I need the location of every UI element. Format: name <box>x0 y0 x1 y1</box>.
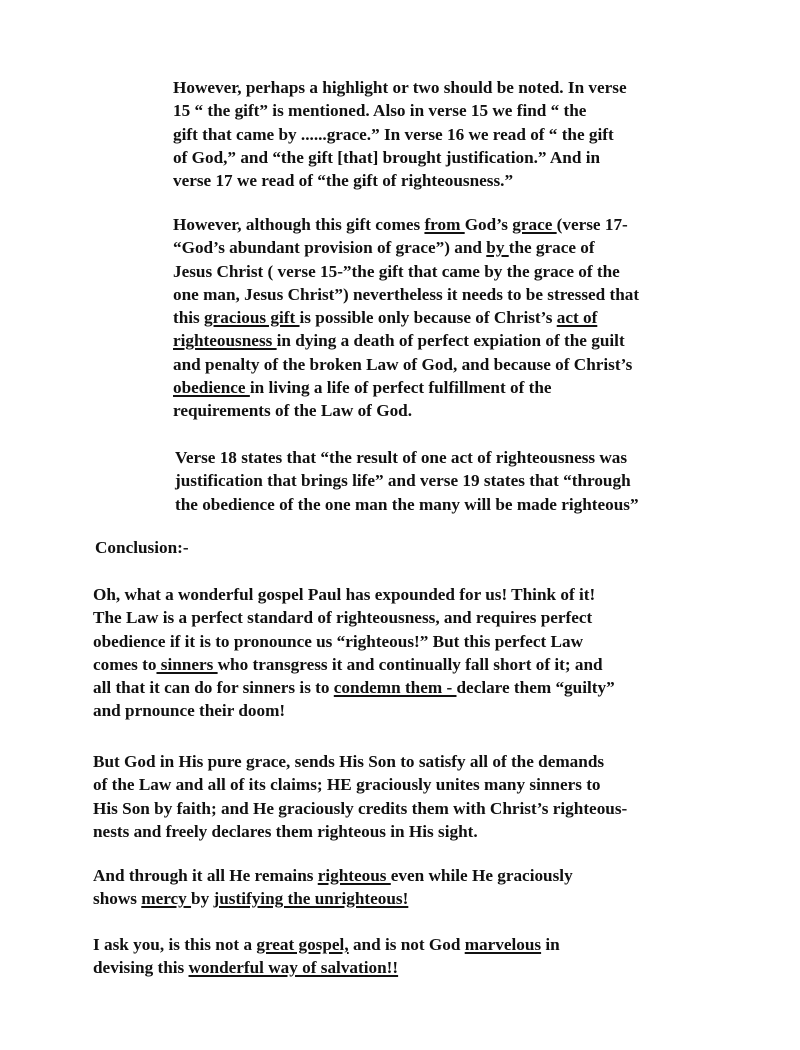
text-line <box>93 820 627 843</box>
text-line <box>93 630 615 653</box>
paragraph-remains-righteous <box>93 864 573 911</box>
text-line <box>93 773 627 796</box>
text-span: However, perhaps a highlight or two should be noted. In verse <box>173 78 627 97</box>
text-span: Oh, what a wonderful gospel Paul has expounded for us! Think of it! <box>93 585 596 604</box>
text-span: 15 “ the gift” is mentioned. Also in verse 15 we find “ the <box>173 101 587 121</box>
text-span: all that it can do for sinners is to <box>93 678 334 698</box>
paragraph-verse-18-19 <box>175 446 639 516</box>
paragraph-wonderful-gospel <box>93 583 615 723</box>
text-line <box>173 353 639 376</box>
text-span: And through it all He remains <box>93 866 318 885</box>
underlined-text: righteousness <box>173 331 277 351</box>
text-span: “God’s abundant provision of grace”) and <box>173 238 487 258</box>
underlined-text: grace <box>512 215 557 234</box>
text-span: However, although this gift comes <box>173 215 425 234</box>
section-heading: Conclusion:- <box>95 538 189 557</box>
text-span: (verse 17- <box>556 215 628 234</box>
text-span: by <box>191 889 214 909</box>
text-span: even while He graciously <box>390 866 573 885</box>
text-span: is possible only because of Christ’s <box>299 308 557 328</box>
text-span: the obedience of the one man the many will be made righteous” <box>175 494 639 514</box>
text-line <box>93 956 560 979</box>
underlined-text: by <box>486 238 509 258</box>
text-line <box>173 146 627 169</box>
text-span: nests and freely declares them righteous in His sight. <box>93 821 478 841</box>
paragraph-pure-grace <box>93 750 627 843</box>
text-line <box>173 399 639 422</box>
underlined-text: obedience <box>173 378 250 398</box>
underlined-text: righteous <box>317 866 391 885</box>
underlined-text: great gospel, <box>256 935 349 954</box>
text-line <box>175 469 639 492</box>
text-line <box>93 750 627 773</box>
text-line <box>93 606 615 629</box>
text-span: in dying a death of perfect expiation of the guilt <box>276 331 625 351</box>
text-line <box>173 123 627 146</box>
underlined-text: justifying the unrighteous! <box>213 889 409 909</box>
text-span: declare them “guilty” <box>456 678 615 698</box>
text-span: of God,” and “the gift [that] brought justification.” And in <box>173 147 601 167</box>
text-span: the grace of <box>508 238 595 258</box>
paragraph-gift-highlights <box>173 76 627 192</box>
text-span: and prnounce their doom! <box>93 701 286 721</box>
text-span: His Son by faith; and He graciously credits them with Christ’s righteous- <box>93 798 628 818</box>
text-line <box>93 864 573 887</box>
text-span: The Law is a perfect standard of righteousness, and requires perfect <box>93 608 593 628</box>
text-line <box>173 260 639 283</box>
text-line <box>173 376 639 399</box>
paragraph-great-gospel <box>93 933 560 980</box>
text-line <box>173 306 639 329</box>
underlined-text: act of <box>556 308 598 328</box>
text-span: Jesus Christ ( verse 15-”the gift that came by the grace of the <box>173 261 620 281</box>
text-span: requirements of the Law of God. <box>173 401 413 421</box>
text-line <box>175 493 639 516</box>
text-line <box>93 887 573 910</box>
underlined-text: from <box>424 215 465 234</box>
text-span: shows <box>93 889 142 909</box>
text-line <box>175 446 639 469</box>
text-line <box>173 236 639 259</box>
text-line <box>173 76 627 99</box>
underlined-text: condemn them - <box>333 678 457 698</box>
text-span: comes to <box>93 654 157 674</box>
text-span: who transgress it and continually fall short of it; and <box>217 654 603 674</box>
text-line <box>173 329 639 352</box>
text-line <box>173 283 639 306</box>
text-span: I ask you, is this not a <box>93 935 257 954</box>
text-line <box>173 169 627 192</box>
text-span: and penalty of the broken Law of God, and because of Christ’s <box>173 354 633 374</box>
text-span: Verse 18 states that “the result of one act of righteousness was <box>175 448 628 467</box>
text-span: gift that came by ......grace.” In verse 16 we read of “ the gift <box>173 124 614 144</box>
text-line <box>93 676 615 699</box>
underlined-text: gracious gift <box>204 308 300 328</box>
text-line <box>173 213 639 236</box>
text-span: verse 17 we read of “the gift of righteousness.” <box>173 171 514 191</box>
text-span: obedience if it is to pronounce us “righteous!” But this perfect Law <box>93 631 583 651</box>
text-line <box>93 653 615 676</box>
text-line <box>93 583 615 606</box>
text-span: in <box>541 935 560 954</box>
underlined-text: marvelous <box>464 935 542 954</box>
text-span: in living a life of perfect fulfillment of the <box>249 378 552 398</box>
text-span: God’s <box>464 215 513 234</box>
paragraph-gracious-gift <box>173 213 639 423</box>
text-line <box>173 99 627 122</box>
text-span: this <box>173 308 205 328</box>
underlined-text: wonderful way of salvation!! <box>188 958 399 978</box>
text-span: justification that brings life” and verse 19 states that “through <box>175 471 631 491</box>
text-span: devising this <box>93 958 189 978</box>
text-line <box>93 797 627 820</box>
underlined-text: mercy <box>141 889 192 909</box>
text-span: But God in His pure grace, sends His Son to satisfy all of the demands <box>93 752 605 771</box>
text-line <box>93 933 560 956</box>
text-line <box>93 699 615 722</box>
underlined-text: sinners <box>156 654 218 674</box>
text-span: one man, Jesus Christ”) nevertheless it needs to be stressed that <box>173 284 640 304</box>
text-span: of the Law and all of its claims; HE graciously unites many sinners to <box>93 775 601 795</box>
text-span: and is not God <box>348 935 465 954</box>
